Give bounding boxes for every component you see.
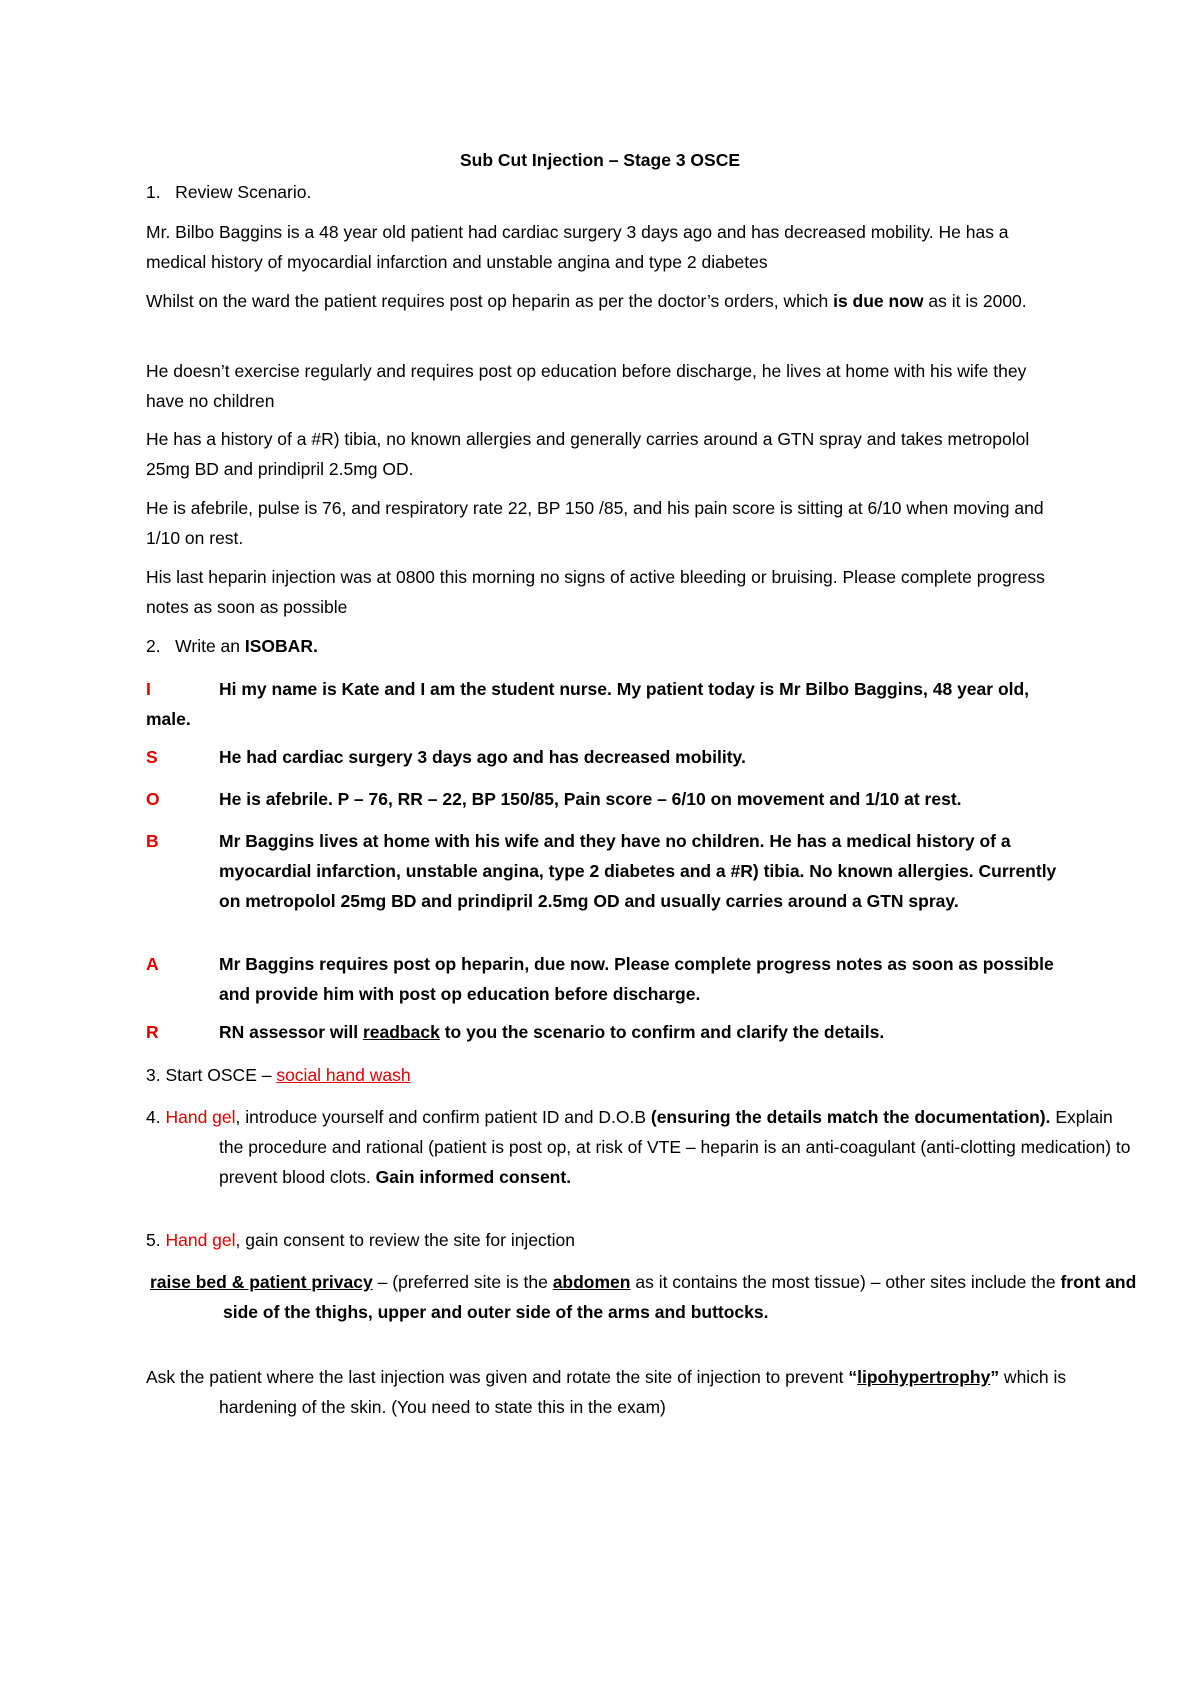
isobar-letter: R: [146, 1022, 159, 1042]
scenario-paragraph-4: He has a history of a #R) tibia, no known allergies and generally carries around a GTN spray and takes metropolol 25mg BD and prindipril 2.5mg OD.: [146, 429, 1030, 479]
isobar-text: RN assessor will readback to you the scenario to confirm and clarify the details.: [219, 1022, 885, 1042]
isobar-letter: S: [146, 747, 158, 767]
isobar-letter: B: [146, 831, 159, 851]
readback-emphasis: readback: [362, 1022, 440, 1042]
document-title: Sub Cut Injection – Stage 3 OSCE: [459, 150, 741, 170]
scenario-paragraph-2: Whilst on the ward the patient requires post op heparin as per the doctor’s orders, which is due now as it is 2000.: [146, 291, 1027, 311]
lipohypertrophy-emphasis: lipohypertrophy: [857, 1367, 991, 1387]
abdomen-emphasis: abdomen: [552, 1272, 631, 1292]
isobar-situation: [146, 742, 1066, 772]
scenario-paragraph-3: He doesn’t exercise regularly and requires post op education before discharge, he lives at home with his wife they have no children: [146, 361, 1027, 411]
isobar-identify: [146, 674, 1066, 734]
isobar-text: Mr Baggins requires post op heparin, due now. Please complete progress notes as soon as possible and provide him with post op education before discharge.: [219, 954, 1054, 1004]
due-now-emphasis: is due now: [833, 291, 924, 311]
isobar-background: [146, 826, 1066, 916]
step-3-heading: 3. Start OSCE – social hand wash: [146, 1065, 411, 1085]
step-2-heading: 2. Write an ISOBAR.: [146, 636, 318, 656]
scenario-paragraph-6: His last heparin injection was at 0800 this morning no signs of active bleeding or bruising. Please complete progress notes as soon as possible: [146, 567, 1045, 617]
scenario-paragraph-5: He is afebrile, pulse is 76, and respiratory rate 22, BP 150 /85, and his pain score is sitting at 6/10 when moving and 1/10 on rest.: [146, 498, 1044, 548]
isobar-letter: A: [146, 954, 159, 974]
step-4-paragraph: 4. Hand gel, introduce yourself and confirm patient ID and D.O.B (ensuring the details match the documentation). Explain the procedure and rational (patient is post op, at risk of VTE – heparin is an anti-coagulant (anti-clotting medication) to prevent blood clots. Gain informed consent.: [146, 1107, 1131, 1187]
privacy-emphasis: raise bed & patient privacy: [150, 1272, 373, 1292]
hand-gel-label: Hand gel: [165, 1107, 236, 1127]
isobar-assessment: [146, 949, 1066, 1009]
scenario-paragraph-1: Mr. Bilbo Baggins is a 48 year old patient had cardiac surgery 3 days ago and has decreased mobility. He has a medical history of myocardial infarction and unstable angina and type 2 diabetes: [146, 222, 1009, 272]
isobar-text: He had cardiac surgery 3 days ago and has decreased mobility.: [219, 747, 746, 767]
isobar-recommendation: [146, 1017, 1066, 1047]
isobar-text: Hi my name is Kate and I am the student nurse. My patient today is Mr Bilbo Baggins, 48 year old, male.: [146, 679, 1030, 729]
hand-gel-label: Hand gel: [165, 1230, 236, 1250]
isobar-text: Mr Baggins lives at home with his wife and they have no children. He has a medical history of a myocardial infarction, unstable angina, type 2 diabetes and a #R) tibia. No known allergies. Currently on metropolol 25mg BD and prindipril 2.5mg OD and usually carries around a GTN spray.: [219, 831, 1057, 911]
social-hand-wash-link: social hand wash: [276, 1065, 411, 1085]
privacy-paragraph: raise bed & patient privacy – (preferred site is the abdomen as it contains the most tissue) – other sites include the front and side of the thighs, upper and outer side of the arms and buttocks.: [150, 1272, 1137, 1322]
step-5-paragraph: 5. Hand gel, gain consent to review the site for injection: [146, 1230, 576, 1250]
step-1-heading: 1. Review Scenario.: [146, 182, 312, 202]
last-injection-paragraph: Ask the patient where the last injection was given and rotate the site of injection to prevent “lipohypertrophy” which is hardening of the skin. (You need to state this in the exam): [146, 1367, 1067, 1417]
isobar-text: He is afebrile. P – 76, RR – 22, BP 150/85, Pain score – 6/10 on movement and 1/10 at rest.: [219, 789, 962, 809]
isobar-letter: O: [146, 789, 160, 809]
isobar-observations: [146, 784, 1066, 814]
isobar-letter: I: [146, 679, 151, 699]
